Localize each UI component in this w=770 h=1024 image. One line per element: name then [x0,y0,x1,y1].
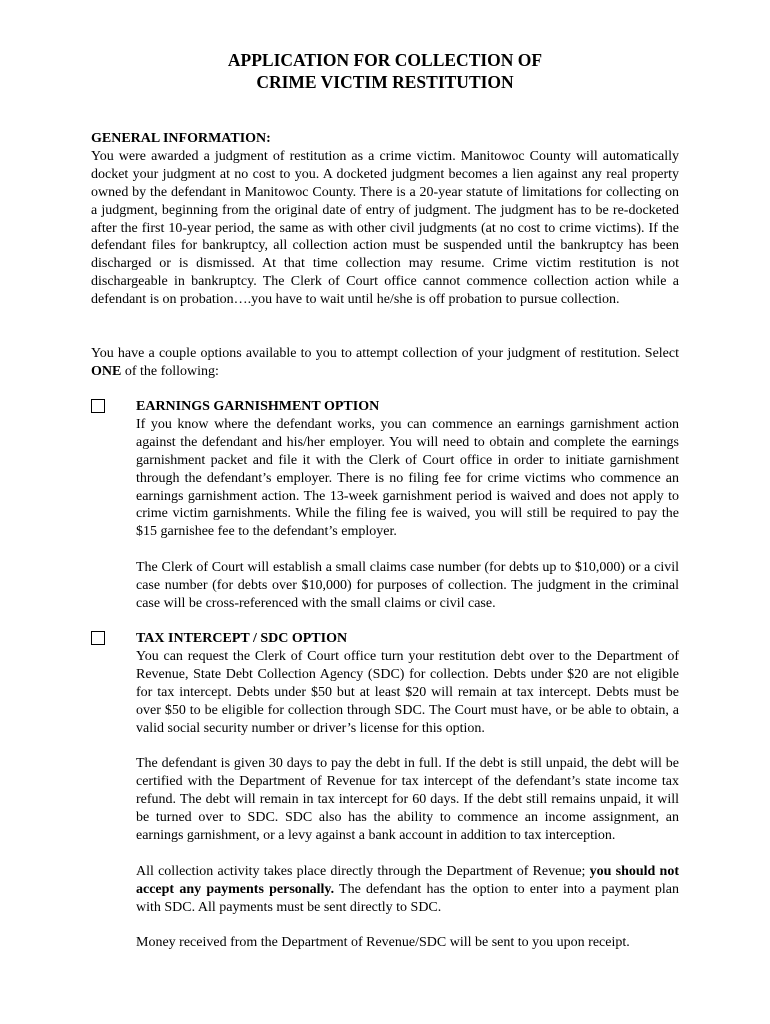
options-intro-emphasis: ONE [91,363,122,379]
tax-intercept-checkbox[interactable] [91,631,105,645]
general-information-section [91,130,679,309]
general-information-heading: GENERAL INFORMATION: [91,131,271,146]
earnings-garnishment-checkbox[interactable] [91,399,105,413]
options-intro-text-1: You have a couple options available to you to attempt collection of your judgment of restitution. Select [91,346,679,361]
earnings-garnishment-option [136,398,679,613]
title-line-2: CRIME VICTIM RESTITUTION [256,72,514,92]
tax-intercept-paragraph-1: You can request the Clerk of Court office turn your restitution debt over to the Department of Revenue, State Debt Collection Agency (SDC) for collection. Debts under $20 are not eligible for tax intercept. Debts under $50 but at least $20 will remain at tax intercept. Debts must be over $50 to be eligible for collection through SDC. The Court must have, or be able to obtain, a valid social security number or driver’s license for this option. [136,648,679,736]
document-title [0,49,770,93]
earnings-garnishment-paragraph-2: The Clerk of Court will establish a small claims case number (for debts up to $10,000) or a civil case number (for debts over $10,000) for purposes of collection. The judgment in the criminal case will be cross-referenced with the small claims or civil case. [136,560,679,611]
tax-paragraph-3-warning: you should not accept any payments personally. [136,863,679,897]
general-information-body: You were awarded a judgment of restitution as a crime victim. Manitowoc County will automatically docket your judgment at no cost to you. A docketed judgment becomes a lien against any real property owned by the defendant in Manitowoc County. There is a 20-year statute of limitations for collecting on a judgment, beginning from the original date of entry of judgment. The judgment has to be re-docketed after the first 10-year period, the same as with other civil judgments (at no cost to crime victims). If the defendant files for bankruptcy, all collection action must be suspended until the bankruptcy has been discharged or is dismissed. At that time collection may resume. Crime victim restitution is not dischargeable in bankruptcy. The Clerk of Court office cannot commence collection action while a defendant is on probation….you have to wait until he/she is off probation to pursue collection. [91,148,679,308]
title-line-1: APPLICATION FOR COLLECTION OF [227,50,543,70]
tax-intercept-option [136,630,679,952]
options-intro [91,345,679,381]
tax-intercept-paragraph-2: The defendant is given 30 days to pay the debt in full. If the debt is still unpaid, the debt will be certified with the Department of Revenue for tax intercept of the defendant’s state income tax refund. The debt will remain in tax intercept for 60 days. If the debt still remains unpaid, it will be turned over to SDC. SDC also has the ability to commence an income assignment, an earnings garnishment, or a levy against a bank account in addition to tax interception. [136,756,679,843]
earnings-garnishment-heading: EARNINGS GARNISHMENT OPTION [136,399,380,414]
tax-intercept-heading: TAX INTERCEPT / SDC OPTION [136,631,348,646]
options-intro-text-2: of the following: [121,363,219,379]
tax-paragraph-3-text-b: The defendant has the option to enter into a payment plan with SDC. All payments must be sent directly to SDC. [136,881,679,915]
earnings-garnishment-paragraph-1: If you know where the defendant works, you can commence an earnings garnishment action against the defendant and his/her employer. You will need to obtain and complete the earnings garnishment packet and file it with the Clerk of Court office in order to initiate garnishment through the defendant’s employer. There is no filing fee for crime victims who commence an earnings garnishment action. The 13-week garnishment period is waived and does not apply to crime victim garnishments. While the filing fee is waived, you will still be required to pay the $15 garnishee fee to the defendant’s employer. [136,416,679,540]
tax-intercept-paragraph-4: Money received from the Department of Revenue/SDC will be sent to you upon receipt. [136,935,630,951]
tax-intercept-paragraph-3 [136,863,679,917]
tax-paragraph-3-text-a: All collection activity takes place directly through the Department of Revenue; [136,863,590,879]
